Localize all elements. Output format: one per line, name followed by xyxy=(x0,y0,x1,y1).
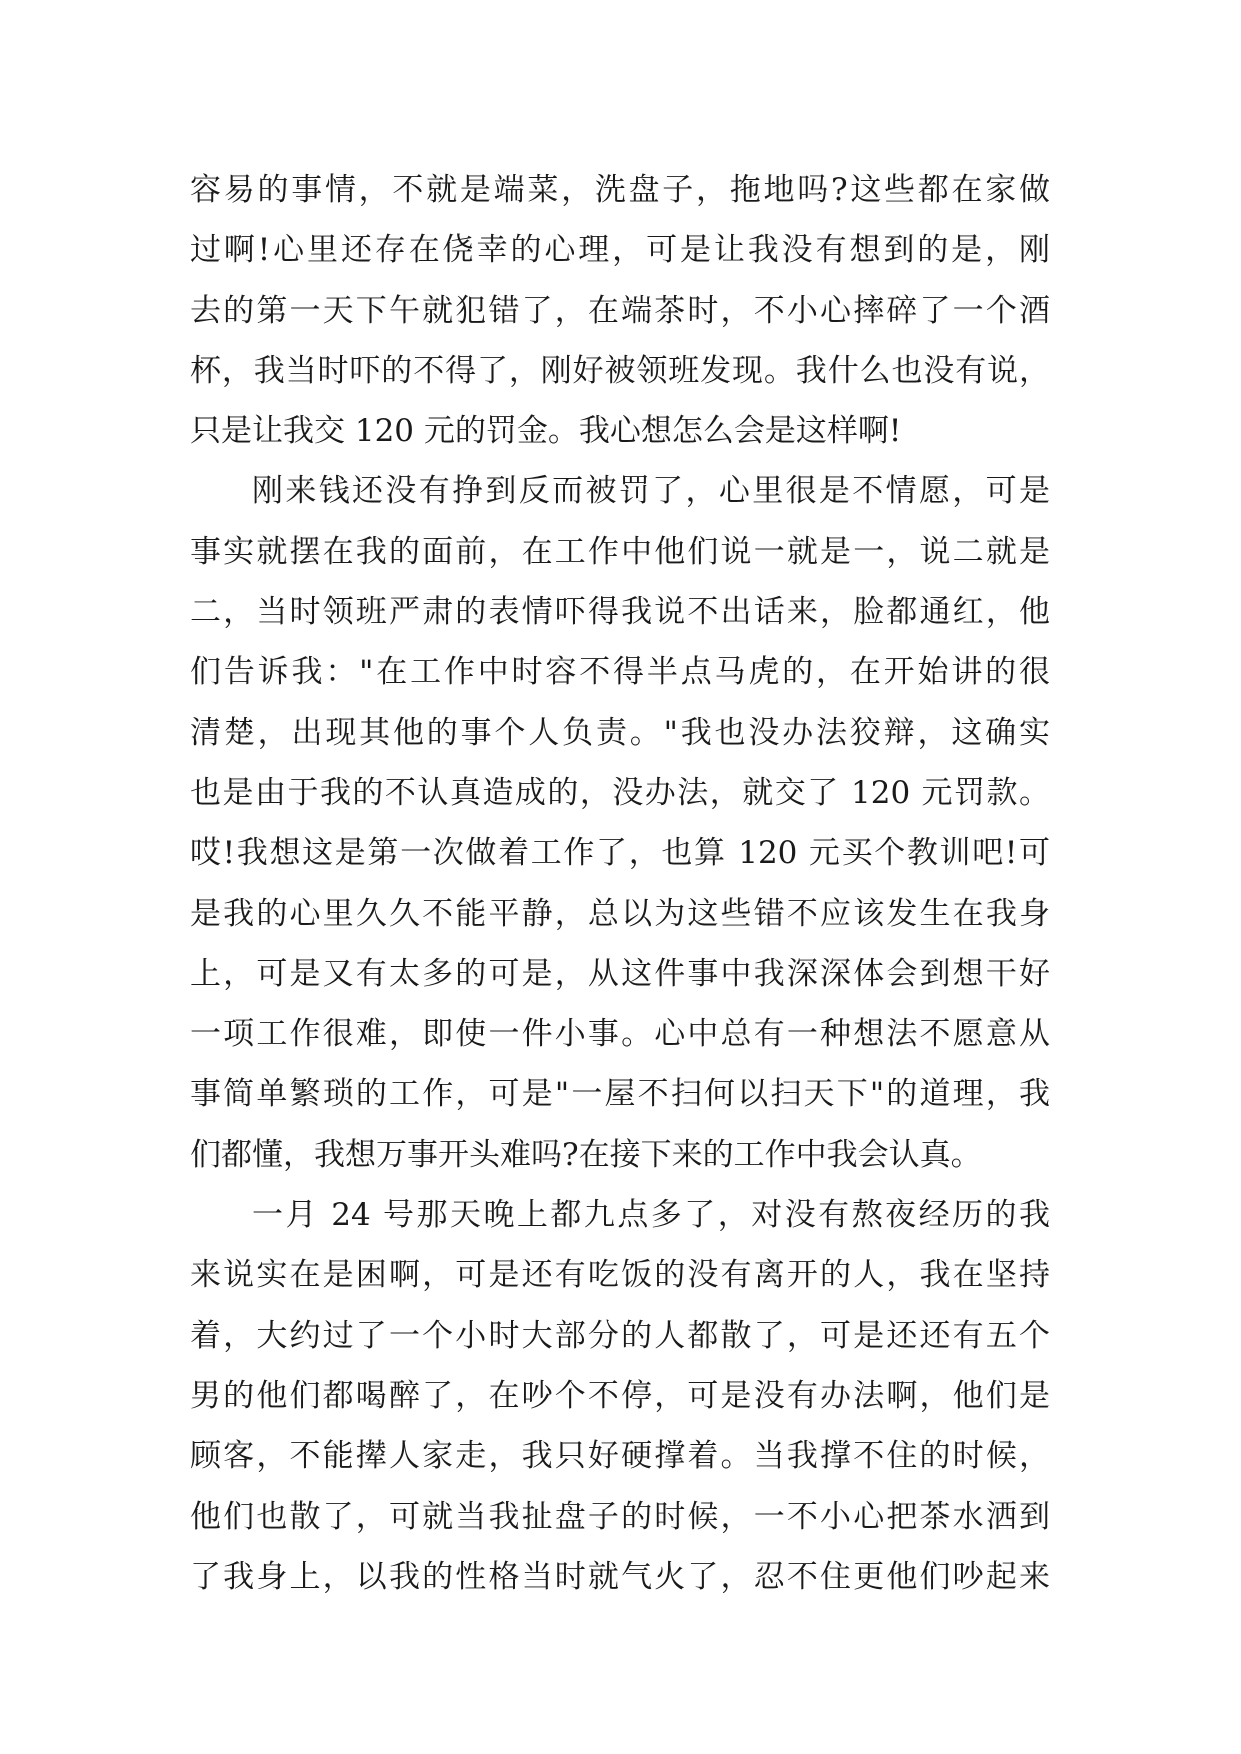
text-line: 来说实在是困啊，可是还有吃饭的没有离开的人，我在坚持 xyxy=(190,1257,1050,1294)
text-line: 过啊!心里还存在侥幸的心理，可是让我没有想到的是，刚 xyxy=(190,232,1050,269)
text-line: 只是让我交 120 元的罚金。我心想怎么会是这样啊! xyxy=(190,413,902,450)
text-line: 他们也散了，可就当我扯盘子的时候，一不小心把茶水洒到 xyxy=(190,1498,1050,1535)
text-line: 了我身上，以我的性格当时就气火了，忍不住更他们吵起来 xyxy=(190,1558,1050,1595)
text-line: 哎!我想这是第一次做着工作了，也算 120 元买个教训吧!可 xyxy=(190,835,1050,872)
paragraph-start-line: 一月 24 号那天晚上都九点多了，对没有熬夜经历的我 xyxy=(252,1197,1050,1234)
text-line: 顾客，不能撵人家走，我只好硬撑着。当我撑不住的时候， xyxy=(190,1438,1050,1475)
text-line: 事实就摆在我的面前，在工作中他们说一就是一，说二就是 xyxy=(190,533,1050,570)
text-line: 是我的心里久久不能平静，总以为这些错不应该发生在我身 xyxy=(190,895,1050,932)
text-line: 去的第一天下午就犯错了，在端茶时，不小心摔碎了一个酒 xyxy=(190,292,1050,329)
text-line: 杯，我当时吓的不得了，刚好被领班发现。我什么也没有说， xyxy=(190,352,1050,389)
text-line: 一项工作很难，即使一件小事。心中总有一种想法不愿意从 xyxy=(190,1016,1050,1053)
text-line: 清楚，出现其他的事个人负责。"我也没办法狡辩，这确实 xyxy=(190,714,1050,751)
text-line: 男的他们都喝醉了，在吵个不停，可是没有办法啊，他们是 xyxy=(190,1377,1050,1414)
text-line: 也是由于我的不认真造成的，没办法，就交了 120 元罚款。 xyxy=(190,774,1050,811)
text-line: 容易的事情，不就是端菜，洗盘子，拖地吗?这些都在家做 xyxy=(190,172,1050,208)
body-text xyxy=(190,160,1050,1607)
text-line: 二，当时领班严肃的表情吓得我说不出话来，脸都通红，他 xyxy=(190,594,1050,631)
text-line: 们都懂，我想万事开头难吗?在接下来的工作中我会认真。 xyxy=(190,1136,982,1173)
text-line: 们告诉我："在工作中时容不得半点马虎的，在开始讲的很 xyxy=(190,654,1050,691)
text-line: 着，大约过了一个小时大部分的人都散了，可是还还有五个 xyxy=(190,1317,1050,1354)
text-line: 事简单繁琐的工作，可是"一屋不扫何以扫天下"的道理，我 xyxy=(190,1076,1050,1113)
text-line: 上，可是又有太多的可是，从这件事中我深深体会到想干好 xyxy=(190,955,1050,992)
paragraph-start-line: 刚来钱还没有挣到反而被罚了，心里很是不情愿，可是 xyxy=(252,473,1050,510)
